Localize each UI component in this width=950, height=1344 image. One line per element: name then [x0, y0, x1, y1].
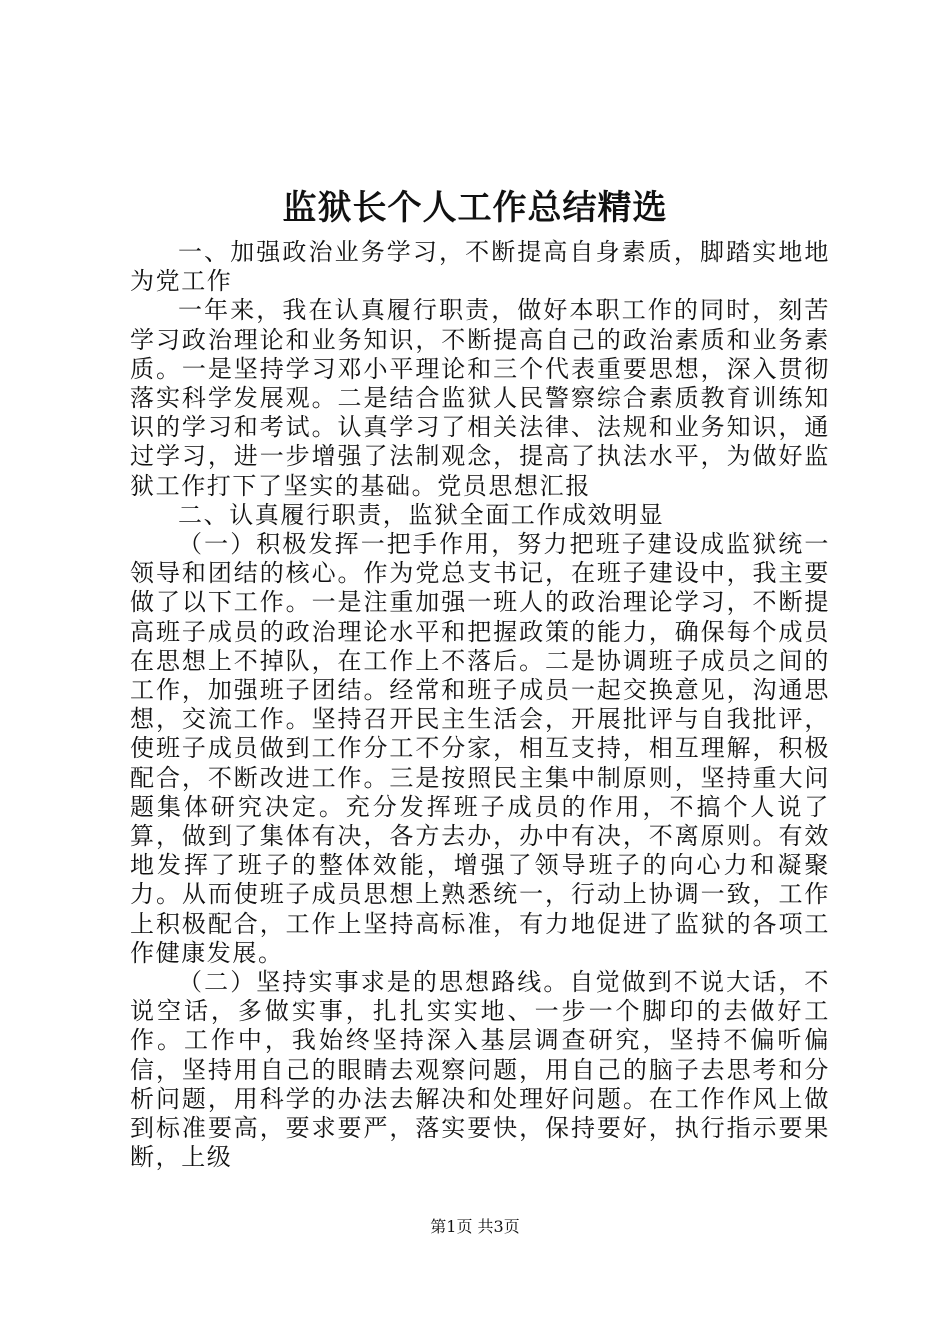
page-number-footer: 第1页 共3页	[430, 1217, 520, 1236]
paragraph-work-style: （二）坚持实事求是的思想路线。自觉做到不说大话，不说空话，多做实事，扎扎实实地、一步一个脚印的去做好工作。工作中，我始终坚持深入基层调查研究，坚持不偏听偏信，坚持用自己的眼睛去观察问题，用自己的脑子去思考和分析问题，用科学的办法去解决和处理好问题。在工作作风上做到标准要高，要求要严，落实要快，保持要好，执行指示要果断，上级	[130, 968, 830, 1172]
paragraph-leadership: （一）积极发挥一把手作用，努力把班子建设成监狱统一领导和团结的核心。作为党总支书记，在班子建设中，我主要做了以下工作。一是注重加强一班人的政治理论学习，不断提高班子成员的政治理论水平和把握政策的能力，确保每个成员在思想上不掉队，在工作上不落后。二是协调班子成员之间的工作，加强班子团结。经常和班子成员一起交换意见，沟通思想，交流工作。坚持召开民主生活会，开展批评与自我批评，使班子成员做到工作分工不分家，相互支持，相互理解，积极配合，不断改进工作。三是按照民主集中制原则，坚持重大问题集体研究决定。充分发挥班子成员的作用，不搞个人说了算，做到了集体有决，各方去办，办中有决，不离原则。有效地发挥了班子的整体效能，增强了领导班子的向心力和凝聚力。从而使班子成员思想上熟悉统一，行动上协调一致，工作上积极配合，工作上坚持高标准，有力地促进了监狱的各项工作健康发展。	[130, 530, 830, 967]
section-heading-2: 二、认真履行职责，监狱全面工作成效明显	[178, 500, 665, 529]
document-body	[130, 238, 830, 1173]
section-heading-1: 一、加强政治业务学习，不断提高自身素质，脚踏实地地为党工作	[130, 238, 830, 296]
paragraph-study: 一年来，我在认真履行职责，做好本职工作的同时，刻苦学习政治理论和业务知识，不断提高自己的政治素质和业务素质。一是坚持学习邓小平理论和三个代表重要思想，深入贯彻落实科学发展观。二是结合监狱人民警察综合素质教育训练知识的学习和考试。认真学习了相关法律、法规和业务知识，通过学习，进一步增强了法制观念，提高了执法水平，为做好监狱工作打下了坚实的基础。党员思想汇报	[130, 296, 830, 500]
document-title: 监狱长个人工作总结精选	[282, 188, 668, 228]
